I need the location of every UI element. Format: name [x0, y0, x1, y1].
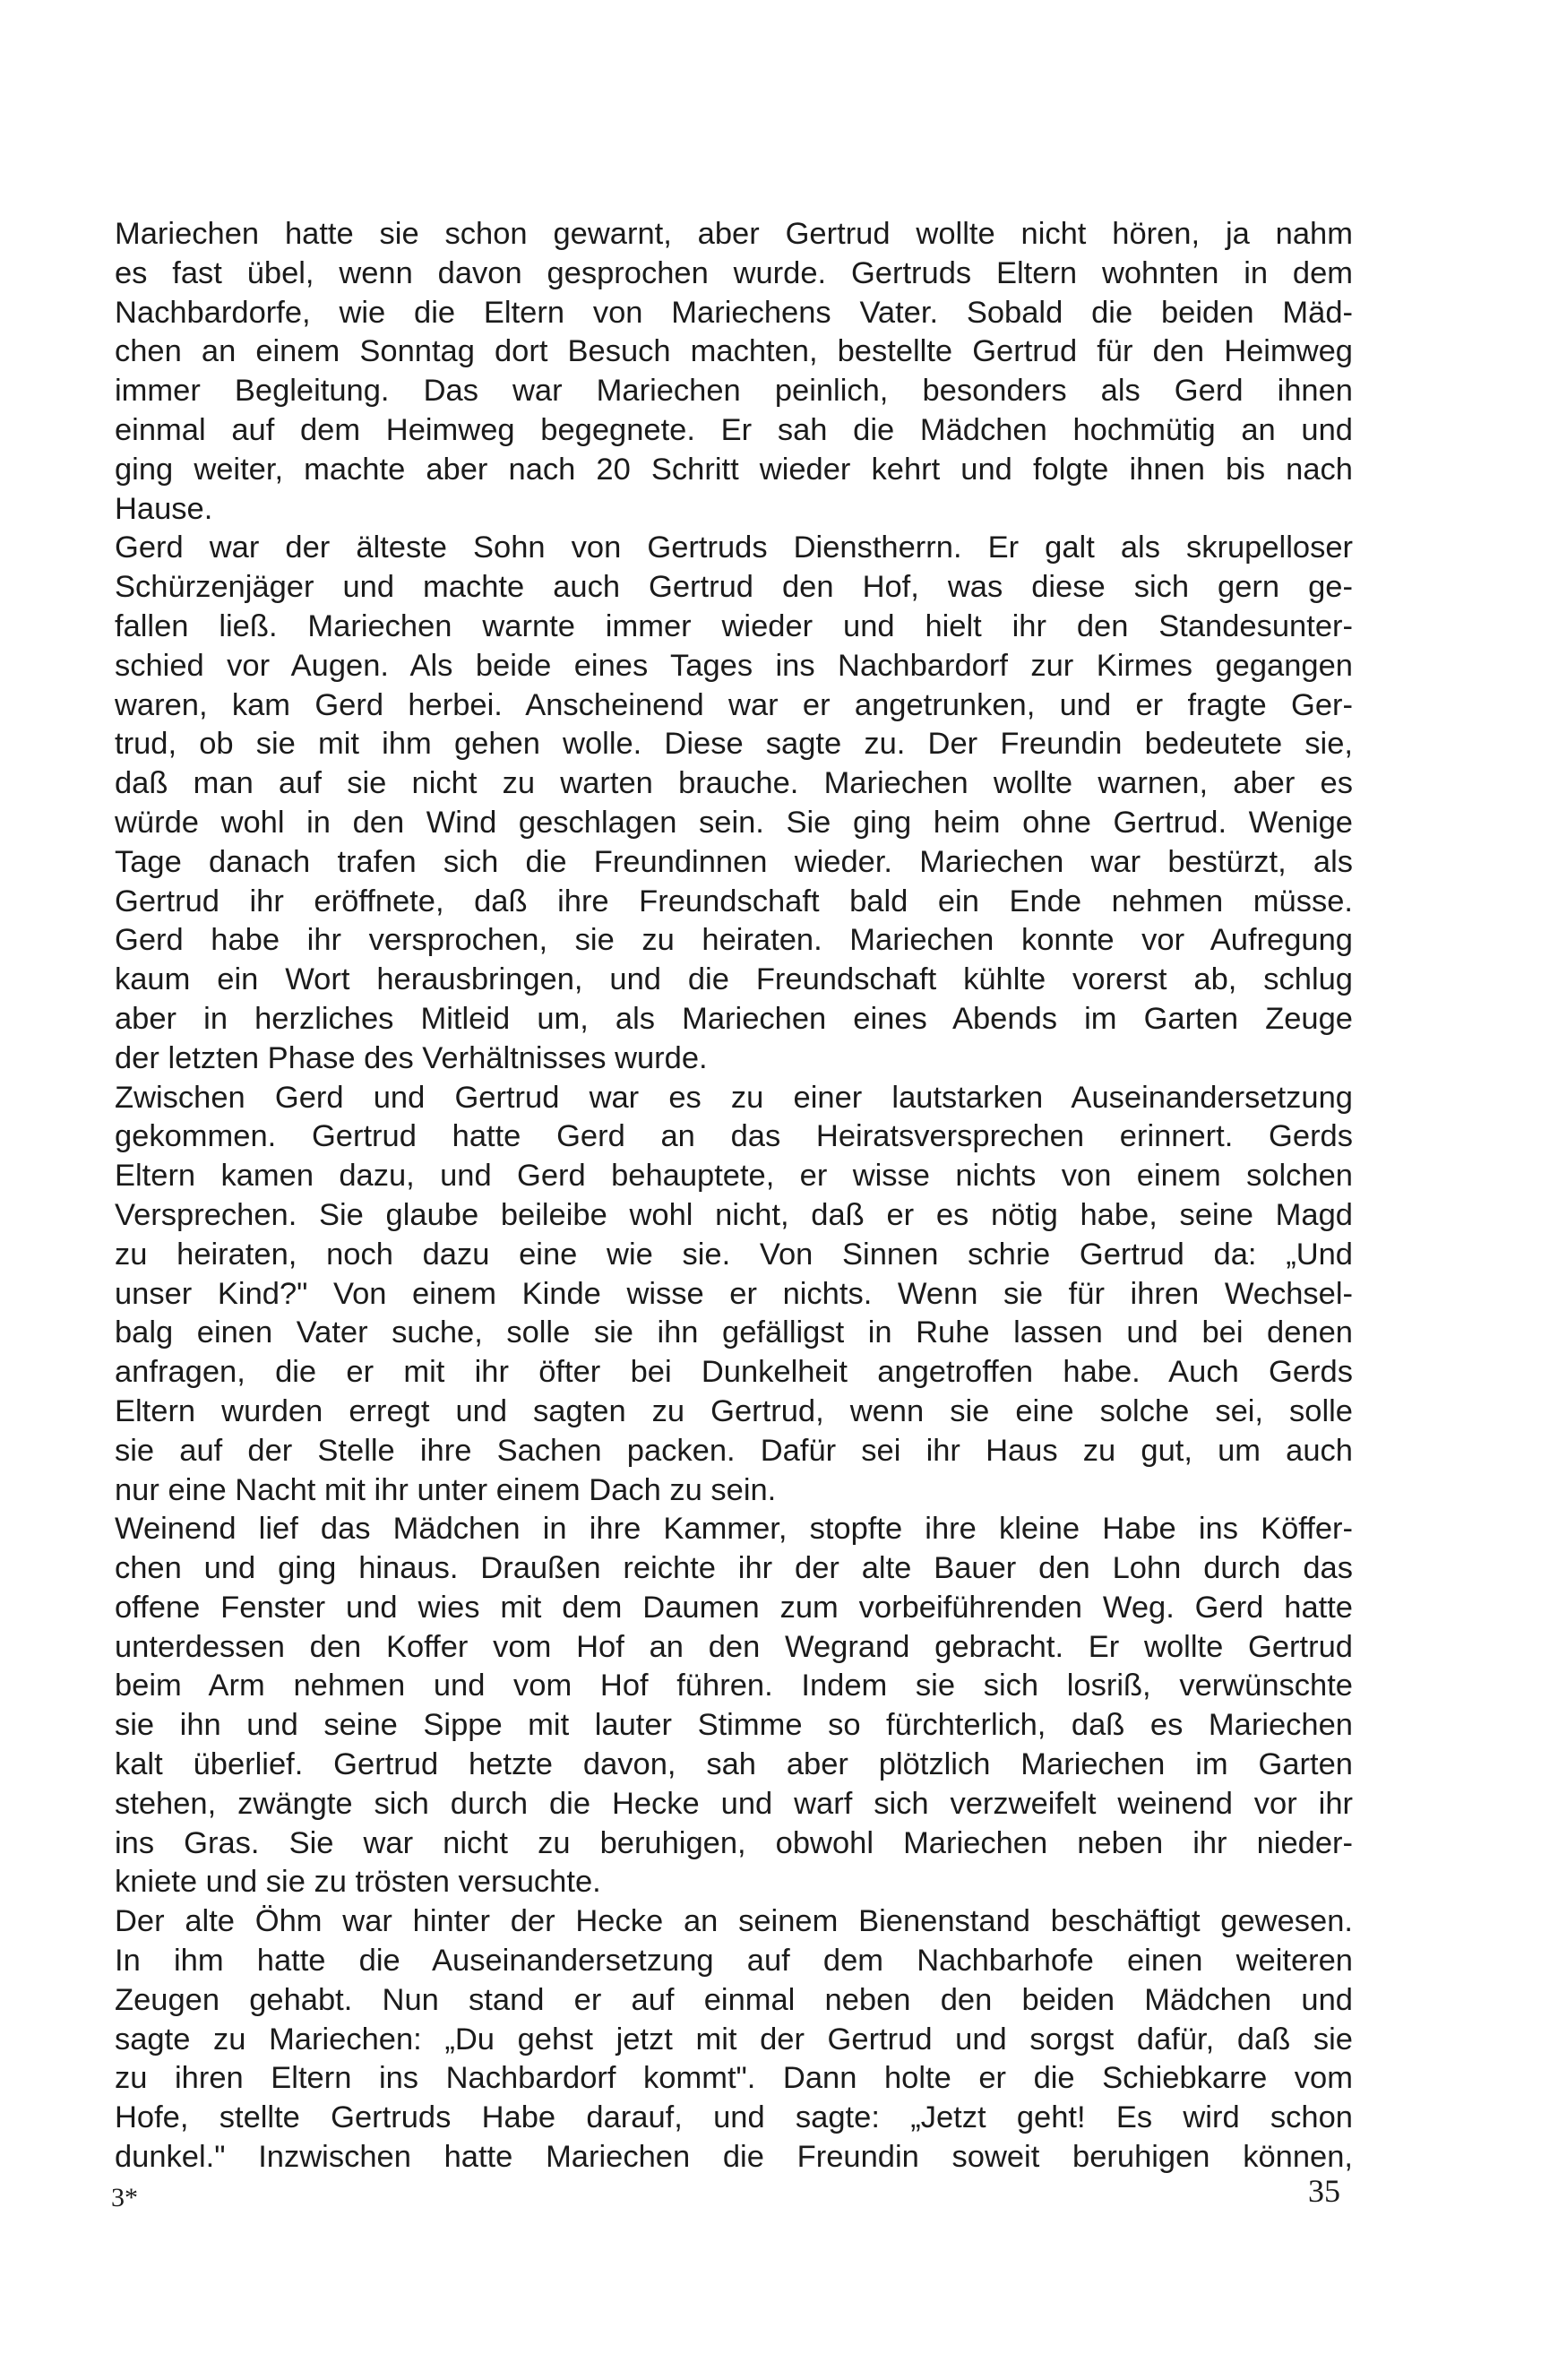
text-line: Eltern wurden erregt und sagten zu Gertrud, wenn sie eine solche sei, solle [115, 1393, 1353, 1428]
body-text [115, 215, 1353, 2177]
text-line: sie ihn und seine Sippe mit lauter Stimme so fürchterlich, daß es Mariechen [115, 1708, 1353, 1743]
text-line: kniete und sie zu trösten versuchte. [115, 1865, 601, 1900]
text-line: einmal auf dem Heimweg begegnete. Er sah die Mädchen hochmütig an und [115, 412, 1353, 447]
text-line: es fast übel, wenn davon gesprochen wurde. Gertruds Eltern wohnten in dem [115, 255, 1353, 290]
text-line: daß man auf sie nicht zu warten brauche. Mariechen wollte warnen, aber es [115, 766, 1353, 801]
text-line: Mariechen hatte sie schon gewarnt, aber Gertrud wollte nicht hören, ja nahm [115, 217, 1353, 251]
text-line: Nachbardorfe, wie die Eltern von Mariechens Vater. Sobald die beiden Mäd- [115, 295, 1353, 330]
text-line: unterdessen den Koffer vom Hof an den Wegrand gebracht. Er wollte Gertrud [115, 1629, 1353, 1664]
text-line: balg einen Vater suche, solle sie ihn gefälligst in Ruhe lassen und bei denen [115, 1315, 1353, 1350]
text-line: Eltern kamen dazu, und Gerd behauptete, er wisse nichts von einem solchen [115, 1159, 1353, 1194]
text-line: Versprechen. Sie glaube beileibe wohl nicht, daß er es nötig habe, seine Magd [115, 1197, 1353, 1232]
text-line: stehen, zwängte sich durch die Hecke und warf sich verzweifelt weinend vor ihr [115, 1786, 1353, 1821]
text-line: zu ihren Eltern ins Nachbardorf kommt". Dann holte er die Schiebkarre vom [115, 2061, 1353, 2096]
text-line: chen an einem Sonntag dort Besuch machten, bestellte Gertrud für den Heimweg [115, 334, 1353, 369]
text-line: sie auf der Stelle ihre Sachen packen. Dafür sei ihr Haus zu gut, um auch [115, 1433, 1353, 1468]
text-line: schied vor Augen. Als beide eines Tages ins Nachbardorf zur Kirmes gegangen [115, 648, 1353, 683]
text-line: ging weiter, machte aber nach 20 Schritt wieder kehrt und folgte ihnen bis nach [115, 452, 1353, 487]
text-line: Zwischen Gerd und Gertrud war es zu einer lautstarken Auseinandersetzung [115, 1080, 1353, 1115]
text-line: nur eine Nacht mit ihr unter einem Dach zu sein. [115, 1472, 777, 1507]
text-line: gekommen. Gertrud hatte Gerd an das Heiratsversprechen erinnert. Gerds [115, 1119, 1353, 1154]
text-line: zu heiraten, noch dazu eine wie sie. Von Sinnen schrie Gertrud da: „Und [115, 1237, 1353, 1272]
text-line: aber in herzliches Mitleid um, als Mariechen eines Abends im Garten Zeuge [115, 1001, 1353, 1036]
text-line: anfragen, die er mit ihr öfter bei Dunkelheit angetroffen habe. Auch Gerds [115, 1355, 1353, 1390]
text-line: immer Begleitung. Das war Mariechen peinlich, besonders als Gerd ihnen [115, 374, 1353, 409]
text-line: würde wohl in den Wind geschlagen sein. Sie ging heim ohne Gertrud. Wenige [115, 805, 1353, 840]
text-line: der letzten Phase des Verhältnisses wurde. [115, 1040, 708, 1075]
text-line: In ihm hatte die Auseinandersetzung auf dem Nachbarhofe einen weiteren [115, 1944, 1353, 1979]
text-line: Tage danach trafen sich die Freundinnen wieder. Mariechen war bestürzt, als [115, 844, 1353, 879]
text-line: chen und ging hinaus. Draußen reichte ihr der alte Bauer den Lohn durch das [115, 1551, 1353, 1586]
text-line: sagte zu Mariechen: „Du gehst jetzt mit der Gertrud und sorgst dafür, daß sie [115, 2022, 1353, 2057]
text-line: kalt überlief. Gertrud hetzte davon, sah aber plötzlich Mariechen im Garten [115, 1747, 1353, 1782]
text-line: Der alte Öhm war hinter der Hecke an seinem Bienenstand beschäftigt gewesen. [115, 1904, 1353, 1939]
text-line: trud, ob sie mit ihm gehen wolle. Diese sagte zu. Der Freundin bedeutete sie, [115, 727, 1353, 762]
text-line: Weinend lief das Mädchen in ihre Kammer, stopfte ihre kleine Habe ins Köffer- [115, 1512, 1353, 1547]
page-number: 35 [1308, 2173, 1340, 2209]
text-line: waren, kam Gerd herbei. Anscheinend war er angetrunken, und er fragte Ger- [115, 687, 1353, 722]
text-line: unser Kind?" Von einem Kinde wisse er nichts. Wenn sie für ihren Wechsel- [115, 1276, 1353, 1311]
text-line: fallen ließ. Mariechen warnte immer wieder und hielt ihr den Standesunter- [115, 608, 1353, 643]
text-line: dunkel." Inzwischen hatte Mariechen die Freundin soweit beruhigen können, [115, 2140, 1353, 2175]
text-line: Hause. [115, 491, 213, 526]
text-line: Hofe, stellte Gertruds Habe darauf, und sagte: „Jetzt geht! Es wird schon [115, 2100, 1353, 2135]
text-line: Schürzenjäger und machte auch Gertrud den Hof, was diese sich gern ge- [115, 570, 1353, 605]
text-line: Gerd war der älteste Sohn von Gertruds Dienstherrn. Er galt als skrupelloser [115, 530, 1353, 565]
text-line: Gertrud ihr eröffnete, daß ihre Freundschaft bald ein Ende nehmen müsse. [115, 884, 1353, 918]
text-line: Gerd habe ihr versprochen, sie zu heiraten. Mariechen konnte vor Aufregung [115, 923, 1353, 958]
signature-mark: 3* [111, 2183, 138, 2212]
text-line: kaum ein Wort herausbringen, und die Freundschaft kühlte vorerst ab, schlug [115, 962, 1353, 997]
text-line: beim Arm nehmen und vom Hof führen. Indem sie sich losriß, verwünschte [115, 1669, 1353, 1703]
text-line: Zeugen gehabt. Nun stand er auf einmal neben den beiden Mädchen und [115, 1982, 1353, 2017]
text-line: offene Fenster und wies mit dem Daumen zum vorbeiführenden Weg. Gerd hatte [115, 1590, 1353, 1625]
text-line: ins Gras. Sie war nicht zu beruhigen, obwohl Mariechen neben ihr nieder- [115, 1825, 1353, 1860]
